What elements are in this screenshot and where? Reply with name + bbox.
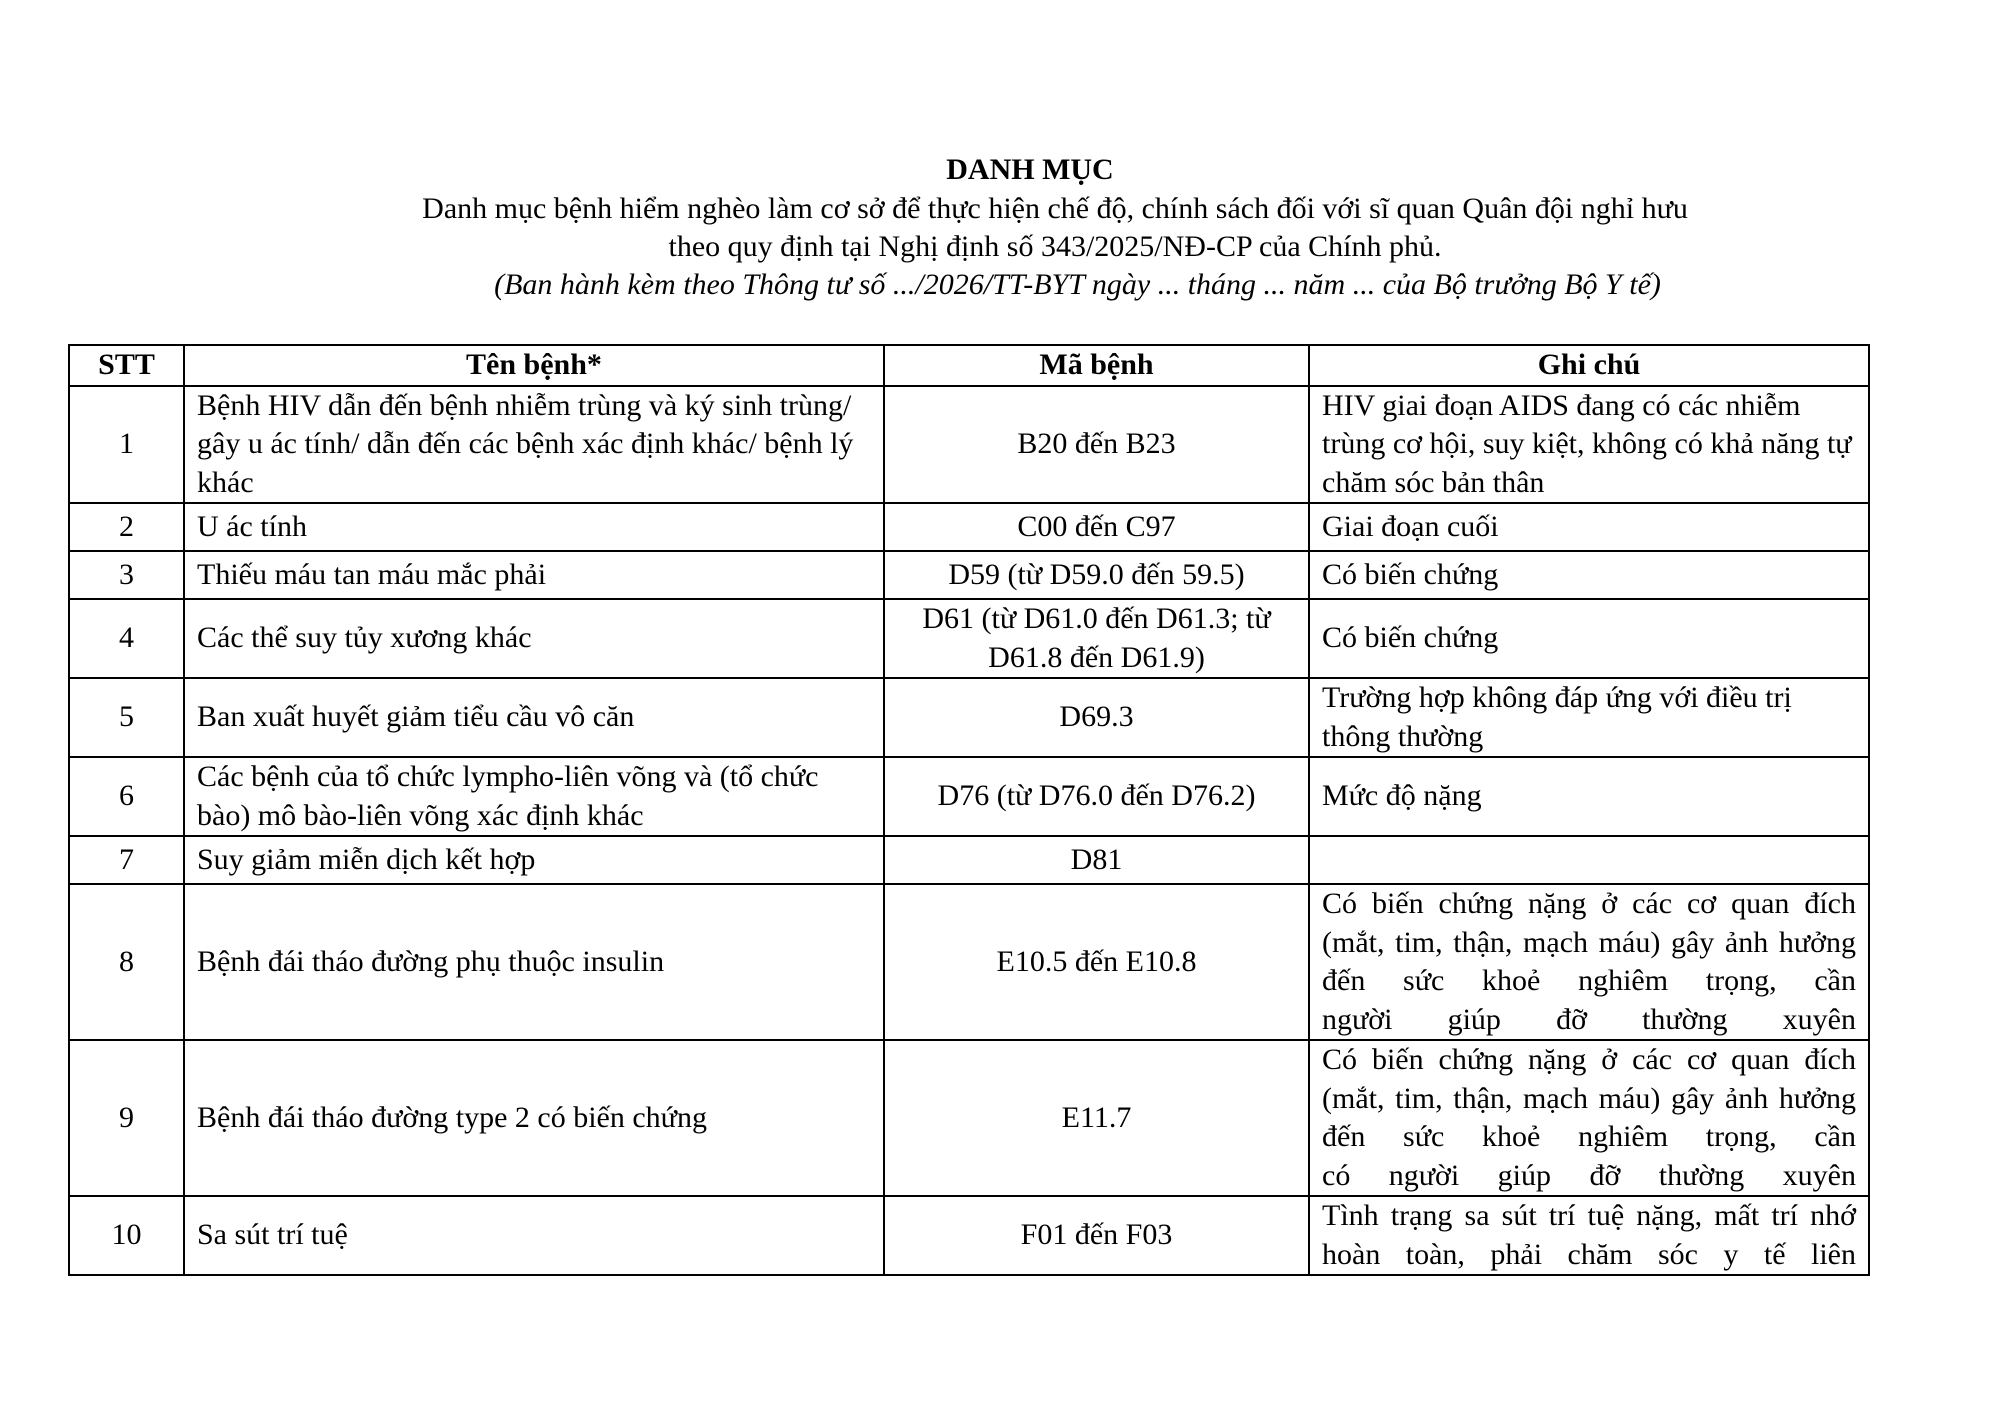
row-stt: 3 (69, 551, 184, 599)
row-disease-code: B20 đến B23 (884, 386, 1309, 504)
document-title: DANH MỤC (946, 153, 1114, 186)
row-note-line: Có biến chứng nặng ở các cơ quan đích (1322, 1043, 1856, 1076)
row-note-line: hưởng đến sức khoẻ nghiêm trọng, cần (1322, 925, 1857, 997)
row-disease-code: D81 (884, 836, 1309, 884)
table-row (69, 386, 1869, 504)
table-row (69, 1040, 1869, 1196)
row-note-line: (mắt, tim, thận, mạch máu) gây ảnh (1322, 1081, 1769, 1115)
row-note-line: Tình trạng sa sút trí tuệ nặng, mất trí (1322, 1199, 1799, 1232)
row-note: Có biến chứng (1309, 599, 1869, 678)
row-disease-code: D59 (từ D59.0 đến 59.5) (884, 551, 1309, 599)
row-note: Trường hợp không đáp ứng với điều trị thông thường (1309, 678, 1869, 757)
row-note: HIV giai đoạn AIDS đang có các nhiễm trùng cơ hội, suy kiệt, không có khả năng tự chăm sóc bản thân (1309, 386, 1869, 504)
document-subtitle-line-1: Danh mục bệnh hiểm nghèo làm cơ sở để thực hiện chế độ, chính sách đối với sĩ quan Quân đội nghỉ hưu (422, 192, 1688, 225)
column-header-note: Ghi chú (1309, 345, 1869, 386)
row-stt: 4 (69, 599, 184, 678)
table-row (69, 836, 1869, 884)
row-note-line: nhớ hoàn toàn, phải chăm sóc y tế liên (1322, 1199, 1857, 1271)
row-disease-name: Bệnh đái tháo đường type 2 có biến chứng (184, 1040, 884, 1196)
row-note-line: có người giúp đỡ thường xuyên (1322, 1158, 1856, 1192)
row-disease-name: Ban xuất huyết giảm tiểu cầu vô căn (184, 678, 884, 757)
row-disease-name: Bệnh HIV dẫn đến bệnh nhiễm trùng và ký sinh trùng/ gây u ác tính/ dẫn đến các bệnh xác định khác/ bệnh lý khác (184, 386, 884, 504)
row-disease-code: D76 (từ D76.0 đến D76.2) (884, 757, 1309, 836)
row-disease-code: C00 đến C97 (884, 503, 1309, 551)
row-disease-name: Các thể suy tủy xương khác (184, 599, 884, 678)
row-note (1309, 836, 1869, 884)
row-stt: 1 (69, 386, 184, 504)
table-row (69, 1196, 1869, 1275)
row-disease-name: Bệnh đái tháo đường phụ thuộc insulin (184, 884, 884, 1040)
table-row (69, 503, 1869, 551)
column-header-stt: STT (69, 345, 184, 386)
row-disease-name: Thiếu máu tan máu mắc phải (184, 551, 884, 599)
row-note-line: người giúp đỡ thường xuyên (1322, 1002, 1856, 1036)
document-header (0, 150, 2000, 304)
row-stt: 2 (69, 503, 184, 551)
table-row (69, 599, 1869, 678)
row-disease-code: D69.3 (884, 678, 1309, 757)
row-disease-name: Suy giảm miễn dịch kết hợp (184, 836, 884, 884)
row-disease-name: U ác tính (184, 503, 884, 551)
row-stt: 7 (69, 836, 184, 884)
row-note-line: (mắt, tim, thận, mạch máu) gây ảnh (1322, 925, 1769, 959)
row-note: Có biến chứng (1309, 551, 1869, 599)
row-disease-code: E11.7 (884, 1040, 1309, 1196)
row-note: Mức độ nặng (1309, 757, 1869, 836)
disease-table (68, 344, 1870, 1276)
row-stt: 8 (69, 884, 184, 1040)
row-note-line: Có biến chứng nặng ở các cơ quan đích (1322, 887, 1856, 920)
row-stt: 10 (69, 1196, 184, 1275)
row-note (1309, 1196, 1869, 1275)
row-note-line: hưởng đến sức khoẻ nghiêm trọng, cần (1322, 1081, 1857, 1153)
document-subtitle-line-2: theo quy định tại Nghị định số 343/2025/NĐ-CP của Chính phủ. (668, 230, 1442, 263)
column-header-code: Mã bệnh (884, 345, 1309, 386)
row-disease-code: E10.5 đến E10.8 (884, 884, 1309, 1040)
row-stt: 5 (69, 678, 184, 757)
table-row (69, 884, 1869, 1040)
row-note: Giai đoạn cuối (1309, 503, 1869, 551)
document-subtitle-line-3: (Ban hành kèm theo Thông tư số .../2026/TT-BYT ngày ... tháng ... năm ... của Bộ trưởng Bộ Y tế) (494, 268, 1661, 301)
table-row (69, 678, 1869, 757)
column-header-name: Tên bệnh* (184, 345, 884, 386)
table-row (69, 551, 1869, 599)
row-note (1309, 884, 1869, 1040)
row-disease-name: Các bệnh của tổ chức lympho-liên võng và (tổ chức bào) mô bào-liên võng xác định khác (184, 757, 884, 836)
row-stt: 6 (69, 757, 184, 836)
row-stt: 9 (69, 1040, 184, 1196)
table-row (69, 757, 1869, 836)
row-disease-name: Sa sút trí tuệ (184, 1196, 884, 1275)
row-note (1309, 1040, 1869, 1196)
row-disease-code: F01 đến F03 (884, 1196, 1309, 1275)
table-header-row (69, 345, 1869, 386)
row-disease-code: D61 (từ D61.0 đến D61.3; từ D61.8 đến D61.9) (884, 599, 1309, 678)
